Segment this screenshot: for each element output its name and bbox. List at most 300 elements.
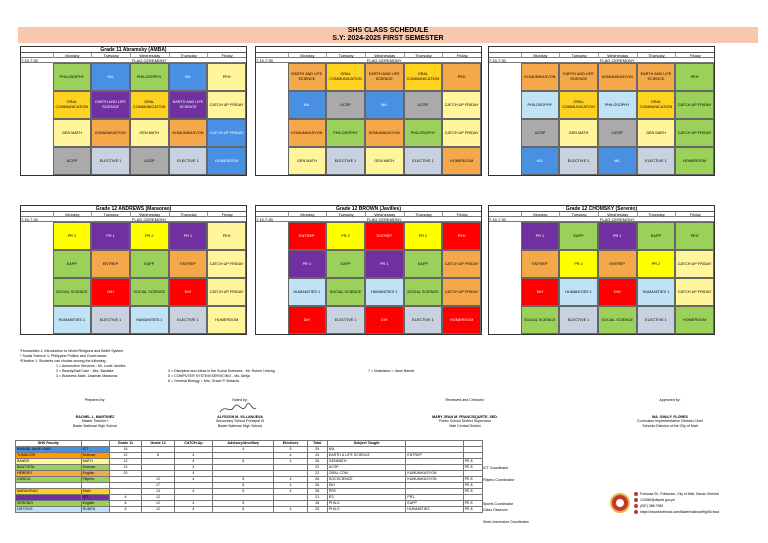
subject-cell: DIH — [365, 306, 404, 334]
table-cell: ICT — [81, 447, 109, 453]
subject-cell: HUMANITIES 1 — [559, 278, 598, 306]
subject-cell: UCSP — [130, 147, 169, 175]
table-cell: PR2 — [327, 489, 406, 495]
subject-cell: KOMUNIKASYON — [91, 119, 130, 147]
subject-cell: CATCH UP FRIDAY — [207, 250, 246, 278]
flag-ceremony: FLAG CEREMONY — [366, 217, 402, 222]
subject-cell: ORAL COMMUNICATION — [130, 91, 169, 119]
subject-cell: KOMUNIKASYON — [169, 119, 208, 147]
table-cell: 12 — [109, 459, 141, 465]
flag-ceremony: FLAG CEREMONY — [131, 217, 167, 222]
table-cell: SOCSCIENCE — [327, 477, 406, 483]
subject-cell: PR 2 — [404, 222, 443, 250]
signatory-prepared: Prepared by: RACHEL L. MARTINEZ Master Teacher I Bader National High School — [72, 398, 118, 428]
day-header: Tuesday — [91, 53, 130, 58]
subject-cell: PR 1 — [91, 222, 130, 250]
day-header: Tuesday — [326, 212, 365, 217]
subject-cell: EARTH AND LIFE SCIENCE — [637, 63, 676, 91]
period-row — [21, 222, 246, 250]
table-cell: 4 — [174, 489, 212, 495]
footer-address: Formosa St., Poblacion, City of Mati, Davao Oriental — [640, 492, 719, 496]
table-cell: 4 — [274, 453, 307, 459]
subject-cell: GEN MATH — [53, 119, 92, 147]
elective-option: 3 = Business Math- Usamah Maraorao — [56, 374, 118, 378]
table-cell: 26 — [307, 483, 327, 489]
day-header: Friday — [207, 212, 246, 217]
subject-cell: ENTREP — [169, 250, 208, 278]
day-header: Thursday — [169, 53, 208, 58]
time-slot: 7:15-7:30 — [21, 217, 38, 222]
table-cell: CASICA — [16, 477, 82, 483]
subject-cell: DIH — [169, 278, 208, 306]
table-cell: 5 — [212, 483, 274, 489]
flag-ceremony: FLAG CEREMONY — [599, 217, 635, 222]
table-cell: 12 — [142, 477, 175, 483]
table-cell: 22 — [307, 471, 327, 477]
table-cell: 16 — [109, 447, 141, 453]
time-cell — [256, 306, 288, 334]
table-cell: 20 — [109, 471, 141, 477]
subject-cell: PR 2 — [53, 222, 92, 250]
day-header: Wednesday — [598, 212, 637, 217]
note-humanities: *Humanities 1: Introduction to World Religions and Belief System — [20, 349, 124, 353]
schedule-section-title: Grade 12 ANDREWS (Maraorao) — [21, 206, 246, 212]
table-cell: 26 — [307, 477, 327, 483]
subject-cell: EAPP — [130, 250, 169, 278]
time-cell — [489, 147, 521, 175]
table-cell: Science — [81, 465, 109, 471]
subject-cell: UCSP — [326, 91, 365, 119]
subject-cell: EAPP — [637, 222, 676, 250]
period-row — [256, 91, 481, 119]
table-cell: 4 — [212, 447, 274, 453]
subject-cell: PR 1 — [169, 222, 208, 250]
subject-cell: SOCIAL SCIENCE — [53, 278, 92, 306]
time-cell — [256, 119, 288, 147]
schedule-section-title: Grade 11 Abramsky (AMBA) — [21, 47, 246, 53]
table-cell: English — [81, 471, 109, 477]
subject-cell: EARTH AND LIFE SCIENCE — [169, 91, 208, 119]
table-cell: PHILO — [327, 507, 406, 513]
flag-ceremony: FLAG CEREMONY — [131, 58, 167, 63]
subject-cell: PEH — [675, 63, 714, 91]
time-cell — [256, 250, 288, 278]
table-cell: PE 8 — [463, 501, 482, 507]
period-row — [489, 278, 714, 306]
notes — [20, 349, 415, 383]
subject-cell: ORAL COMMUNICATION — [637, 91, 676, 119]
subject-cell: CATCH UP FRIDAY — [442, 119, 481, 147]
class-schedule — [255, 46, 482, 176]
day-header: Thursday — [637, 53, 676, 58]
table-cell: 5 — [274, 447, 307, 453]
subject-cell: ENTREP — [288, 222, 327, 250]
period-row — [256, 147, 481, 175]
table-cell: PE 8 — [463, 459, 482, 465]
day-header: Tuesday — [559, 212, 598, 217]
elective-option: 7 = Illustration = Jacel Bande — [368, 369, 415, 373]
subject-cell: HOMEROOM — [675, 147, 714, 175]
table-cell: PE 8 — [463, 507, 482, 513]
subject-cell: SOCIAL SCIENCE — [326, 278, 365, 306]
table-cell: ENTREP — [406, 453, 463, 459]
flag-ceremony: FLAG CEREMONY — [599, 58, 635, 63]
period-row — [256, 119, 481, 147]
class-schedule — [488, 205, 715, 335]
subject-cell: EARTH AND LIFE SCIENCE — [559, 63, 598, 91]
location-icon — [634, 492, 638, 496]
role-label: Work Immersion Coordinator — [483, 520, 529, 524]
day-header: Thursday — [169, 212, 208, 217]
day-header: Friday — [207, 53, 246, 58]
footer-phone: (087) 388-7080 — [640, 504, 664, 508]
subject-cell: ELECTIVE 1 — [559, 147, 598, 175]
table-cell: 4 — [274, 489, 307, 495]
table-header: SHS Faculty — [16, 441, 82, 447]
subject-cell: HOMEROOM — [675, 306, 714, 334]
subject-cell: ELECTIVE 1 — [637, 306, 676, 334]
table-cell: SERENIO — [16, 501, 82, 507]
subject-cell: KOMUNIKASYON — [521, 63, 560, 91]
class-schedule — [20, 46, 247, 176]
subject-cell: KOMUNIKASYON — [598, 63, 637, 91]
table-cell: UCSP — [327, 465, 406, 471]
table-row — [16, 507, 483, 513]
table-cell: 12 — [142, 501, 175, 507]
subject-cell: CATCH UP FRIDAY — [442, 91, 481, 119]
subject-cell: ELECTIVE 1 — [559, 306, 598, 334]
table-cell: 14 — [142, 489, 175, 495]
table-cell: 17 — [142, 483, 175, 489]
table-cell: 12 — [109, 465, 141, 471]
school-seal-icon — [610, 493, 630, 513]
class-schedule — [20, 205, 247, 335]
signatory-noted: Noted by: ALYSSON M. VILLANUEVA Secondary School Principal III Bader National High School — [216, 398, 264, 428]
table-cell: BAUTISTA — [16, 465, 82, 471]
email-icon — [634, 498, 638, 502]
day-header: Wednesday — [365, 212, 404, 217]
role-label: Sports Coordinator — [483, 502, 514, 506]
subject-cell: HOMEROOM — [442, 147, 481, 175]
table-cell: KUMUNIKASYON — [406, 477, 463, 483]
subject-cell: ENTREP — [521, 250, 560, 278]
table-cell: 4 — [274, 483, 307, 489]
elective-option: 4 = Discipline and Ideas in the Social Sciences - Mr. Ruben Untong — [168, 369, 275, 373]
table-header: Total — [307, 441, 327, 447]
table-cell: PR1 — [406, 495, 463, 501]
subject-cell: PEH — [442, 222, 481, 250]
table-cell: 4 — [174, 471, 212, 477]
table-cell: MATH — [81, 459, 109, 465]
day-header: Wednesday — [130, 53, 169, 58]
period-row — [21, 306, 246, 334]
time-cell — [21, 250, 53, 278]
subject-cell: HUMANITIES 1 — [130, 306, 169, 334]
table-cell: PE 8 — [463, 483, 482, 489]
period-row — [489, 91, 714, 119]
subject-cell: MIL — [288, 91, 327, 119]
table-cell: 5 — [212, 489, 274, 495]
faculty-table — [15, 440, 483, 513]
subject-cell: GEN MATH — [637, 119, 676, 147]
time-cell — [489, 63, 521, 91]
table-cell: BARBIE, MARY ANN — [16, 447, 82, 453]
time-cell — [489, 91, 521, 119]
table-cell: DIH — [327, 483, 406, 489]
elective-option: 6 = General Biology = Mrs. Grace P. Bossow — [168, 379, 240, 383]
time-cell — [256, 278, 288, 306]
time-slot: 7:15-7:30 — [256, 58, 273, 63]
subject-cell: EAPP — [326, 250, 365, 278]
table-cell: EAPP — [406, 501, 463, 507]
day-header: Tuesday — [559, 53, 598, 58]
day-header: Friday — [442, 53, 481, 58]
table-cell: HUMANITIES — [406, 507, 463, 513]
table-cell: 26 — [307, 501, 327, 507]
table-cell: MIL — [327, 447, 406, 453]
subject-cell: PEH — [207, 222, 246, 250]
subject-cell: CATCH UP FRIDAY — [207, 278, 246, 306]
table-cell: 21 — [307, 495, 327, 501]
time-cell — [21, 119, 53, 147]
period-row — [256, 306, 481, 334]
time-slot: 7:15-7:30 — [489, 58, 506, 63]
table-cell: 4 — [274, 477, 307, 483]
table-cell: 26 — [307, 489, 327, 495]
subject-cell: ELECTIVE 1 — [637, 147, 676, 175]
period-row — [489, 250, 714, 278]
table-header: Advisory/Ancillary — [212, 441, 274, 447]
time-cell — [489, 222, 521, 250]
table-cell: 4 — [174, 507, 212, 513]
time-cell — [21, 63, 53, 91]
period-row — [489, 306, 714, 334]
subject-cell: CATCH UP FRIDAY — [442, 278, 481, 306]
time-cell — [256, 147, 288, 175]
table-cell: PE 8 — [463, 489, 482, 495]
time-cell — [489, 278, 521, 306]
table-cell: 25 — [307, 507, 327, 513]
table-cell: ES — [327, 495, 406, 501]
elective-option: 1 = Automotive Services - Mr. Louie Javilles — [56, 364, 126, 368]
table-cell: 4 — [274, 507, 307, 513]
subject-cell: UCSP — [598, 119, 637, 147]
time-slot: 7:15-7:30 — [21, 58, 38, 63]
period-row — [256, 278, 481, 306]
subject-cell: CATCH UP FRIDAY — [442, 250, 481, 278]
table-cell: 4 — [174, 459, 212, 465]
table-cell: 4 — [174, 477, 212, 483]
subject-cell: SOCIAL SCIENCE — [598, 306, 637, 334]
day-header: Thursday — [404, 53, 443, 58]
subject-cell: PHILOSOPHY — [130, 63, 169, 91]
time-cell — [489, 119, 521, 147]
subject-cell: PHILOSOPHY — [404, 119, 443, 147]
table-cell: ICT — [81, 495, 109, 501]
table-cell: 12 — [109, 453, 141, 459]
subject-cell: MIL — [521, 147, 560, 175]
table-cell: PHILO — [327, 501, 406, 507]
time-cell — [256, 63, 288, 91]
table-cell: 4 — [274, 459, 307, 465]
table-header: Grade 11 — [109, 441, 141, 447]
table-cell: BANDE — [16, 459, 82, 465]
table-cell: PE 8 — [463, 477, 482, 483]
subject-cell: HUMANITIES 1 — [637, 278, 676, 306]
subject-cell: ELECTIVE 1 — [91, 306, 130, 334]
subject-cell: SOCIAL SCIENCE — [130, 278, 169, 306]
role-label: Class Observer — [483, 508, 508, 512]
subject-cell: EARTH AND LIFE SCIENCE — [288, 63, 327, 91]
table-cell: 26 — [307, 459, 327, 465]
subject-cell: PR 2 — [637, 250, 676, 278]
day-header: Friday — [675, 53, 714, 58]
subject-cell: EAPP — [559, 222, 598, 250]
subject-cell: PR 2 — [326, 222, 365, 250]
footer-facebook: https://www.facebook.com/BaderNationalHighSchool — [640, 510, 720, 514]
subject-cell: CATCH UP FRIDAY — [675, 119, 714, 147]
subject-cell: DIH — [521, 278, 560, 306]
table-cell: 4 — [174, 453, 212, 459]
period-row — [21, 119, 246, 147]
school-footer — [610, 488, 765, 533]
table-cell: MARAORAO — [16, 489, 82, 495]
time-cell — [21, 278, 53, 306]
table-cell: 8 — [109, 501, 141, 507]
period-row — [256, 250, 481, 278]
subject-cell: ELECTIVE 1 — [169, 306, 208, 334]
class-schedule — [255, 205, 482, 335]
table-cell: TUMACOR — [16, 453, 82, 459]
subject-cell: HOMEROOM — [207, 147, 246, 175]
subject-cell: MIL — [365, 91, 404, 119]
day-header: Monday — [288, 53, 327, 58]
subject-cell: PEH — [675, 222, 714, 250]
subject-cell: HUMANITIES 1 — [365, 278, 404, 306]
role-label: ICT Coordinator — [483, 466, 509, 470]
day-header: Thursday — [404, 212, 443, 217]
subject-cell: UCSP — [53, 147, 92, 175]
table-cell: 12 — [142, 507, 175, 513]
subject-cell: EARTH AND LIFE SCIENCE — [365, 63, 404, 91]
subject-cell: KOMUNIKASYON — [288, 119, 327, 147]
time-cell — [489, 306, 521, 334]
elective-option: 2 = Beauty/Nail Care - Mrs. Bautista — [56, 369, 114, 373]
subject-cell: ELECTIVE 1 — [91, 147, 130, 175]
subject-cell: ORAL COMMUNICATION — [326, 63, 365, 91]
table-cell: 5 — [212, 507, 274, 513]
subject-cell: PEH — [442, 63, 481, 91]
subject-cell: MIL — [598, 147, 637, 175]
table-header: Subject Taught — [327, 441, 406, 447]
day-header: Wednesday — [598, 53, 637, 58]
table-header: CATCH-Up — [174, 441, 212, 447]
role-label: Filipino Coordinator — [483, 478, 515, 482]
table-cell: 5 — [212, 477, 274, 483]
table-cell: 4 — [109, 495, 141, 501]
table-cell: Math — [81, 489, 109, 495]
subject-cell: PR 1 — [288, 250, 327, 278]
subject-cell: DIH — [598, 278, 637, 306]
subject-cell: PHILOSOPHY — [521, 91, 560, 119]
subject-cell: UCSP — [404, 91, 443, 119]
subject-cell: PHILOSOPHY — [326, 119, 365, 147]
table-cell: 5 — [212, 501, 274, 507]
subject-cell: PR 1 — [598, 222, 637, 250]
subject-cell: ELECTIVE 1 — [169, 147, 208, 175]
subject-cell: CATCH UP FRIDAY — [675, 278, 714, 306]
footer-email: 123456@deped.gov.ph — [640, 498, 676, 502]
period-row — [489, 222, 714, 250]
subject-cell: DIH — [91, 278, 130, 306]
subject-cell: CATCH UP FRIDAY — [207, 91, 246, 119]
day-header: Monday — [53, 212, 92, 217]
period-row — [21, 250, 246, 278]
time-cell — [256, 222, 288, 250]
subject-cell: PR 2 — [559, 250, 598, 278]
table-cell: RUBEN — [81, 507, 109, 513]
subject-cell: GEN MATH — [559, 119, 598, 147]
period-row — [21, 147, 246, 175]
subject-cell: MIL — [169, 63, 208, 91]
table-cell: 24 — [307, 453, 327, 459]
subject-cell: ELECTIVE 1 — [404, 306, 443, 334]
table-header: Electives — [274, 441, 307, 447]
signatory-approved: Approved by: MA. GINA F. FLORES Curriculum Implementation Division Chief Schools Division of the City of Mati — [637, 398, 703, 428]
note-social-science: * Social Science 1: Philippine Politics and Governance — [20, 354, 107, 358]
facebook-icon — [634, 510, 638, 514]
table-header: Grade 12 — [142, 441, 175, 447]
subject-cell: MIL — [91, 63, 130, 91]
subject-cell: PHILOSOPHY — [53, 63, 92, 91]
table-cell: 4 — [174, 501, 212, 507]
day-header: Tuesday — [91, 212, 130, 217]
subject-cell: SOCIAL SCIENCE — [521, 306, 560, 334]
day-header: Monday — [288, 212, 327, 217]
period-row — [21, 91, 246, 119]
time-cell — [21, 91, 53, 119]
day-header: Tuesday — [326, 53, 365, 58]
subject-cell: ORAL COMMUNICATION — [559, 91, 598, 119]
period-row — [256, 222, 481, 250]
subject-cell: SOCIAL SCIENCE — [404, 278, 443, 306]
phone-icon — [634, 504, 638, 508]
subject-cell: PHILOSOPHY — [598, 91, 637, 119]
subject-cell: ENTREP — [365, 222, 404, 250]
table-cell: Filipino — [81, 477, 109, 483]
day-header: Monday — [53, 53, 92, 58]
time-cell — [21, 222, 53, 250]
table-cell: Science — [81, 453, 109, 459]
subject-cell: ENTREP — [598, 250, 637, 278]
subject-cell: CATCH UP FRIDAY — [675, 250, 714, 278]
table-cell: GENMATH — [327, 459, 406, 465]
signatory-reviewed: Reviewed and Checked: MARY JEAN M. FRANCISQUETE, SED. Public School District Supervisor Mati Central District — [432, 398, 498, 428]
subject-cell: HOMEROOM — [207, 306, 246, 334]
day-header: Friday — [442, 212, 481, 217]
subject-cell: GEN MATH — [130, 119, 169, 147]
subject-cell: ELECTIVE 1 — [326, 306, 365, 334]
subject-cell: PR 2 — [130, 222, 169, 250]
table-cell: 5 — [212, 459, 274, 465]
table-cell: 5 — [109, 507, 141, 513]
subject-cell: EARTH AND LIFE SCIENCE — [91, 91, 130, 119]
subject-cell: GEN MATH — [365, 147, 404, 175]
period-row — [489, 119, 714, 147]
table-cell: EARTH & LIFE SCIENCE — [327, 453, 406, 459]
table-cell: KUMUNIKASYON — [406, 471, 463, 477]
subject-cell: ELECTIVE 1 — [326, 147, 365, 175]
